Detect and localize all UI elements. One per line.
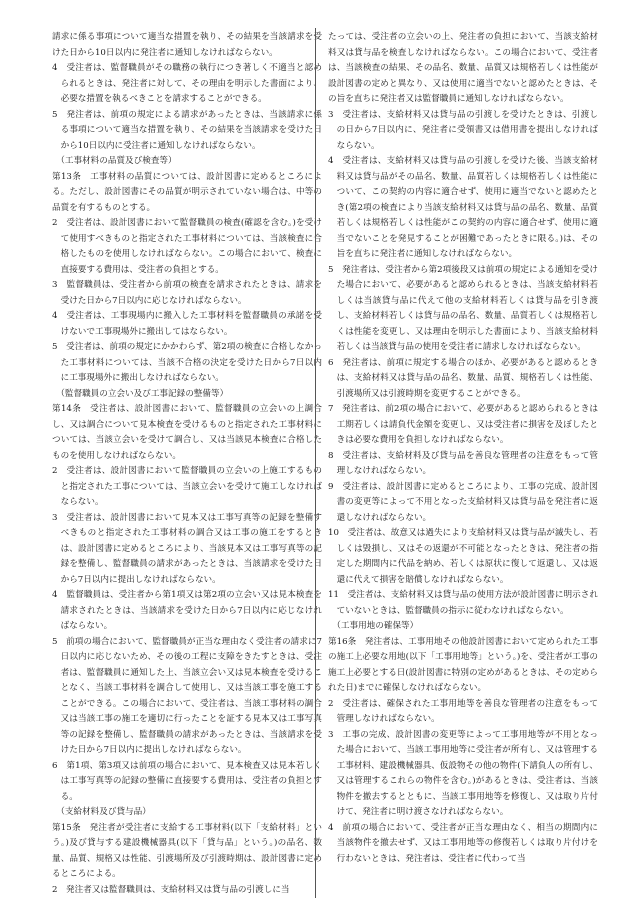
right-column bbox=[328, 30, 598, 898]
clause-paragraph: 9 受注者は、設計図書に定めるところにより、工事の完成、設計図書の変更等によって不用となった支給材料又は貸与品を発注者に返還しなければならない。 bbox=[328, 481, 598, 523]
column-divider bbox=[315, 28, 316, 898]
section-heading: （支給材料及び貸与品） bbox=[56, 807, 151, 817]
clause-paragraph: 10 受注者は、故意又は過失により支給材料又は貸与品が滅失し、若しくは毀損し、又はその返還が不可能となったときは、発注者の指定した期間内に代品を納め、若しくは原状に復して返還し、又は返還に代えて損害を賠償しなければならない。 bbox=[328, 528, 598, 585]
left-column bbox=[52, 30, 322, 898]
clause-paragraph: 4 前項の場合において、受注者が正当な理由なく、相当の期間内に当該物件を撤去せず、又は工事用地等の修復若しくは取り片付けを行わないときは、発注者は、受注者に代わって当 bbox=[328, 822, 598, 864]
clause-paragraph: 4 受注者は、支給材料又は貸与品の引渡しを受けた後、当該支給材料又は貸与品がその品名、数量、品質若しくは規格若しくは性能について、この契約の内容に適合せず、使用に適当でないと認めたとき(第2項の検査により当該支給材料又は貸与品の品名、数量、品質若しくは規格若しくは性能がこの契約の内容に適合せず、使用に適当でないことを発見することが困難であったときに限る。)は、その旨を直ちに発注者に通知しなければならない。 bbox=[328, 156, 598, 259]
clause-paragraph: 8 受注者は、支給材料及び貸与品を善良な管理者の注意をもって管理しなければならない。 bbox=[328, 450, 598, 476]
clause-paragraph: 4 受注者は、監督職員がその職務の執行につき著しく不適当と認められるときは、発注者に対して、その理由を明示した書面により、必要な措置を執るべきことを請求することができる。 bbox=[52, 63, 322, 104]
clause-paragraph: 2 受注者は、設計図書において監督職員の検査(確認を含む。)を受けて使用すべきものと指定された工事材料については、当該検査に合格したものを使用しなければならない。この場合において、検査に直接要する費用は、受注者の負担とする。 bbox=[52, 218, 322, 275]
clause-paragraph: 7 発注者は、前2項の場合において、必要があると認められるときは工期若しくは請負代金額を変更し、又は受注者に損害を及ぼしたときは必要な費用を負担しなければならない。 bbox=[328, 404, 598, 445]
article-paragraph: 第13条 工事材料の品質については、設計図書に定めるところによる。ただし、設計図書にその品質が明示されていない場合は、中等の品質を有するものとする。 bbox=[52, 171, 322, 213]
clause-paragraph: 11 受注者は、支給材料又は貸与品の使用方法が設計図書に明示されていないときは、監督職員の指示に従わなければならない。 bbox=[328, 590, 598, 616]
continued-paragraph: たっては、受注者の立会いの上、発注者の負担において、当該支給材料又は貸与品を検査しなければならない。この場合において、受注者は、当該検査の結果、その品名、数量、品質又は規格若しくは性能が設計図書の定めと異なり、又は使用に適当でないと認めたときは、その旨を直ちに発注者又は監督職員に通知しなければならない。 bbox=[328, 32, 598, 104]
clause-paragraph: 5 受注者は、前項の規定にかかわらず、第2項の検査に合格しなかった工事材料については、当該不合格の決定を受けた日から7日以内に工事現場外に搬出しなければならない。 bbox=[52, 342, 322, 383]
clause-paragraph: 3 受注者は、設計図書において見本又は工事写真等の記録を整備すべきものと指定された工事材料の調合又は工事の施工をするときは、設計図書に定めるところにより、当該見本又は工事写真等の記録を整備し、監督職員の請求があったときは、当該請求を受けた日から7日以内に提出しなければならない。 bbox=[52, 512, 322, 585]
section-heading: （工事材料の品質及び検査等） bbox=[56, 156, 177, 166]
clause-paragraph: 4 受注者は、工事現場内に搬入した工事材料を監督職員の承諾を受けないで工事現場外に搬出してはならない。 bbox=[52, 311, 322, 337]
continued-paragraph: 請求に係る事項について適当な措置を執り、その結果を当該請求を受けた日から10日以内に発注者に通知しなければならない。 bbox=[52, 32, 322, 58]
clause-paragraph: 3 受注者は、支給材料又は貸与品の引渡しを受けたときは、引渡しの日から7日以内に、発注者に受領書又は借用書を提出しなければならない。 bbox=[328, 109, 598, 151]
clause-paragraph: 4 監督職員は、受注者から第1項又は第2項の立会い又は見本検査を請求されたときは、当該請求を受けた日から7日以内に応じなければならない。 bbox=[52, 590, 322, 631]
clause-paragraph: 3 工事の完成、設計図書の変更等によって工事用地等が不用となった場合において、当該工事用地等に受注者が所有し、又は管理する工事材料、建設機械器具、仮設物その他の物件(下請負人の所有し、又は管理するこれらの物件を含む。)があるときは、受注者は、当該物件を撤去するとともに、当該工事用地等を修復し、又は取り片付けて、発注者に明け渡さなければならない。 bbox=[328, 729, 598, 817]
clause-paragraph: 6 発注者は、前項に規定する場合のほか、必要があると認めるときは、支給材料又は貸与品の品名、数量、品質、規格若しくは性能、引渡場所又は引渡時期を変更することができる。 bbox=[328, 357, 598, 399]
article-paragraph: 第15条 発注者が受注者に支給する工事材料(以下「支給材料」という。)及び貸与する建設機械器具(以下「貸与品」という。)の品名、数量、品質、規格又は性能、引渡場所及び引渡時期は、設計図書に定めるところによる。 bbox=[52, 822, 322, 879]
clause-paragraph: 2 受注者は、確保された工事用地等を善良な管理者の注意をもって管理しなければならない。 bbox=[328, 698, 598, 724]
clause-paragraph: 5 発注者は、前項の規定による請求があったときは、当該請求に係る事項について適当な措置を執り、その結果を当該請求を受けた日から10日以内に受注者に通知しなければならない。 bbox=[52, 109, 322, 151]
article-paragraph: 第16条 発注者は、工事用地その他設計図書において定められた工事の施工上必要な用地(以下「工事用地等」という。)を、受注者が工事の施工上必要とする日(設計図書に特別の定めがあるときは、その定められた日)までに確保しなければならない。 bbox=[328, 636, 598, 693]
clause-paragraph: 2 発注者又は監督職員は、支給材料又は貸与品の引渡しに当 bbox=[52, 884, 290, 895]
clause-paragraph: 6 第1項、第3項又は前項の場合において、見本検査又は見本若しくは工事写真等の記録の整備に直接要する費用は、受注者の負担とする。 bbox=[52, 760, 322, 802]
clause-paragraph: 3 監督職員は、受注者から前項の検査を請求されたときは、請求を受けた日から7日以内に応じなければならない。 bbox=[52, 280, 322, 306]
section-heading: （工事用地の確保等） bbox=[332, 621, 419, 631]
article-paragraph: 第14条 受注者は、設計図書において、監督職員の立会いの上調合し、又は調合について見本検査を受けるものと指定された工事材料については、当該立会いを受けて調合し、又は当該見本検査に合格したものを使用しなければならない。 bbox=[52, 404, 322, 461]
clause-paragraph: 5 発注者は、受注者から第2項後段又は前項の規定による通知を受けた場合において、必要があると認められるときは、当該支給材料若しくは当該貸与品に代えて他の支給材料若しくは貸与品を引き渡し、支給材料若しくは貸与品の品名、数量、品質若しくは規格若しくは性能を変更し、又は理由を明示した書面により、当該支給材料若しくは当該貸与品の使用を受注者に請求しなければならない。 bbox=[328, 264, 598, 352]
section-heading: （監督職員の立会い及び工事記録の整備等） bbox=[56, 388, 229, 399]
clause-paragraph: 5 前項の場合において、監督職員が正当な理由なく受注者の請求に7日以内に応じないため、その後の工程に支障をきたすときは、受注者は、監督職員に通知した上、当該立会い又は見本検査を受けることなく、当該工事材料を調合して使用し、又は当該工事を施工することができる。この場合において、受注者は、当該工事材料の調合又は当該工事の施工を適切に行ったことを証する見本又は工事写真等の記録を整備し、監督職員の請求があったときは、当該請求を受けた日から7日以内に提出しなければならない。 bbox=[52, 636, 322, 755]
clause-paragraph: 2 受注者は、設計図書において監督職員の立会いの上施工するものと指定された工事については、当該立会いを受けて施工しなければならない。 bbox=[52, 466, 322, 507]
